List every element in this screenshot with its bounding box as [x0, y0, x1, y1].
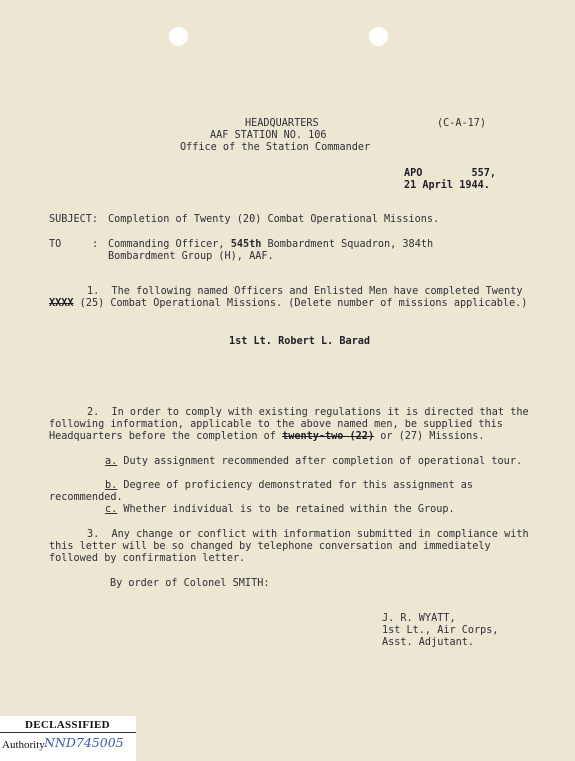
para1-line-2: [49, 298, 527, 310]
to-line-2: Bombardment Group (H), AAF.: [108, 251, 274, 262]
item-c-label: c.: [105, 504, 118, 515]
signature-title: Asst. Adjutant.: [382, 637, 475, 648]
item-c-text: Whether individual is to be retained within the Group.: [117, 504, 455, 515]
para1-line-2-text: (25) Combat Operational Missions. (Delete number of missions applicable.): [73, 298, 528, 309]
para2-line-3: [49, 431, 485, 443]
to-label: TO: [49, 239, 62, 250]
to-unit-rest: Bombardment Squadron, 384th: [261, 239, 434, 250]
squadron-number: 545th: [230, 239, 262, 250]
heading-line-2: AAF STATION NO. 106: [210, 130, 327, 141]
stamp-divider: [0, 732, 136, 733]
punch-hole-left: [169, 27, 188, 46]
declassified-stamp: [0, 716, 136, 761]
struck-number: XXXX: [49, 298, 74, 309]
para2-line-3-text: Headquarters before the completion of: [49, 431, 283, 442]
officer-name: 1st Lt. Robert L. Barad: [229, 336, 371, 347]
subject-text: Completion of Twenty (20) Combat Operational Missions.: [108, 214, 440, 225]
to-colon: :: [92, 239, 99, 250]
to-recipient: Commanding Officer,: [108, 239, 225, 250]
para3-line-1: 3. Any change or conflict with information submitted in compliance with: [87, 529, 529, 540]
authority-value: NND745005: [44, 735, 124, 750]
item-a-label: a.: [105, 456, 118, 467]
para2-line-2: following information, applicable to the above named men, be supplied this: [49, 419, 503, 430]
punch-hole-right: [369, 27, 388, 46]
para3-line-2: this letter will be so changed by telephone conversation and immediately: [49, 541, 491, 552]
item-c: [105, 504, 455, 516]
item-b: [105, 480, 473, 492]
para3-line-3: followed by confirmation letter.: [49, 553, 246, 564]
para1-line-1: 1. The following named Officers and Enlisted Men have completed Twenty: [87, 286, 523, 297]
struck-missions: twenty-two (22): [282, 431, 375, 442]
item-a: [105, 456, 522, 468]
item-b-label: b.: [105, 480, 118, 491]
by-order-line: By order of Colonel SMITH:: [110, 578, 270, 589]
item-b-text: Degree of proficiency demonstrated for this assignment as: [117, 480, 474, 491]
form-code: (C-A-17): [437, 118, 487, 129]
item-a-text: Duty assignment recommended after completion of operational tour.: [117, 456, 523, 467]
subject-label: SUBJECT:: [49, 214, 99, 225]
signature-rank: 1st Lt., Air Corps,: [382, 625, 499, 636]
para2-line-1: 2. In order to comply with existing regulations it is directed that the: [87, 407, 529, 418]
letter-date: 21 April 1944.: [404, 180, 490, 191]
heading-line-3: Office of the Station Commander: [180, 142, 371, 153]
to-line-1: [108, 239, 433, 251]
signature-name: J. R. WYATT,: [382, 613, 456, 624]
declassified-title: DECLASSIFIED: [25, 719, 110, 731]
authority-label: Authority: [2, 739, 45, 751]
heading-line-1: HEADQUARTERS: [245, 118, 319, 129]
apo-number: APO 557,: [404, 168, 497, 179]
item-b-line-2: recommended.: [49, 492, 123, 503]
para2-line-3-end: or (27) Missions.: [374, 431, 485, 442]
